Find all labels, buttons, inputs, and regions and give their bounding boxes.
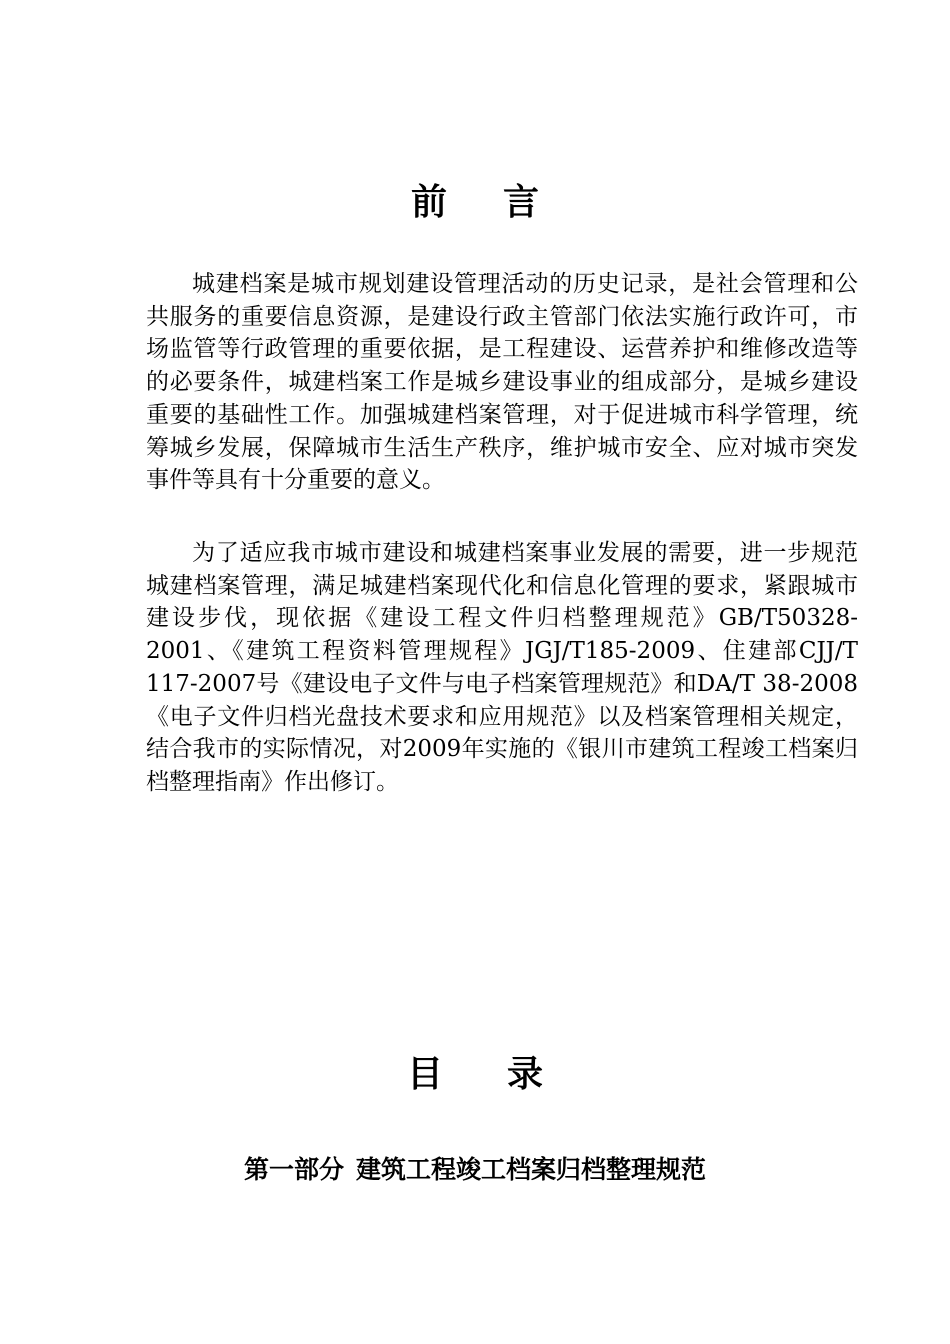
preface-paragraph-2: 为了适应我市城市建设和城建档案事业发展的需要，进一步规范城建档案管理，满足城建档案现代化和信息化管理的要求，紧跟城市建设步伐，现依据《建设工程文件归档整理规范》GB/T50328-2001、《建筑工程资料管理规程》JGJ/T185-2009、住建部CJJ/T 117-2007号《建设电子文件与电子档案管理规范》和DA/T 38-2008《电子文件归档光盘技术要求和应用规范》以及档案管理相关规定，结合我市的实际情况，对2009年实施的《银川市建筑工程竣工档案归档整理指南》作出修订。 xyxy=(146,540,858,795)
toc-part-label: 第一部分 xyxy=(243,1155,344,1184)
toc-part-title: 建筑工程竣工档案归档整理规范 xyxy=(356,1155,707,1184)
toc-title: 目录 xyxy=(406,1053,607,1095)
preface-paragraph-1: 城建档案是城市规划建设管理活动的历史记录，是社会管理和公共服务的重要信息资源，是建设行政主管部门依法实施行政许可，市场监管等行政管理的重要依据，是工程建设、运营养护和维修改造等的必要条件，城建档案工作是城乡建设事业的组成部分，是城乡建设重要的基础性工作。加强城建档案管理，对于促进城市科学管理，统筹城乡发展，保障城市生活生产秩序，维护城市安全、应对城市突发事件等具有十分重要的意义。 xyxy=(146,271,858,494)
toc-part-heading xyxy=(0,1152,950,1188)
preface-title: 前言 xyxy=(410,181,595,223)
